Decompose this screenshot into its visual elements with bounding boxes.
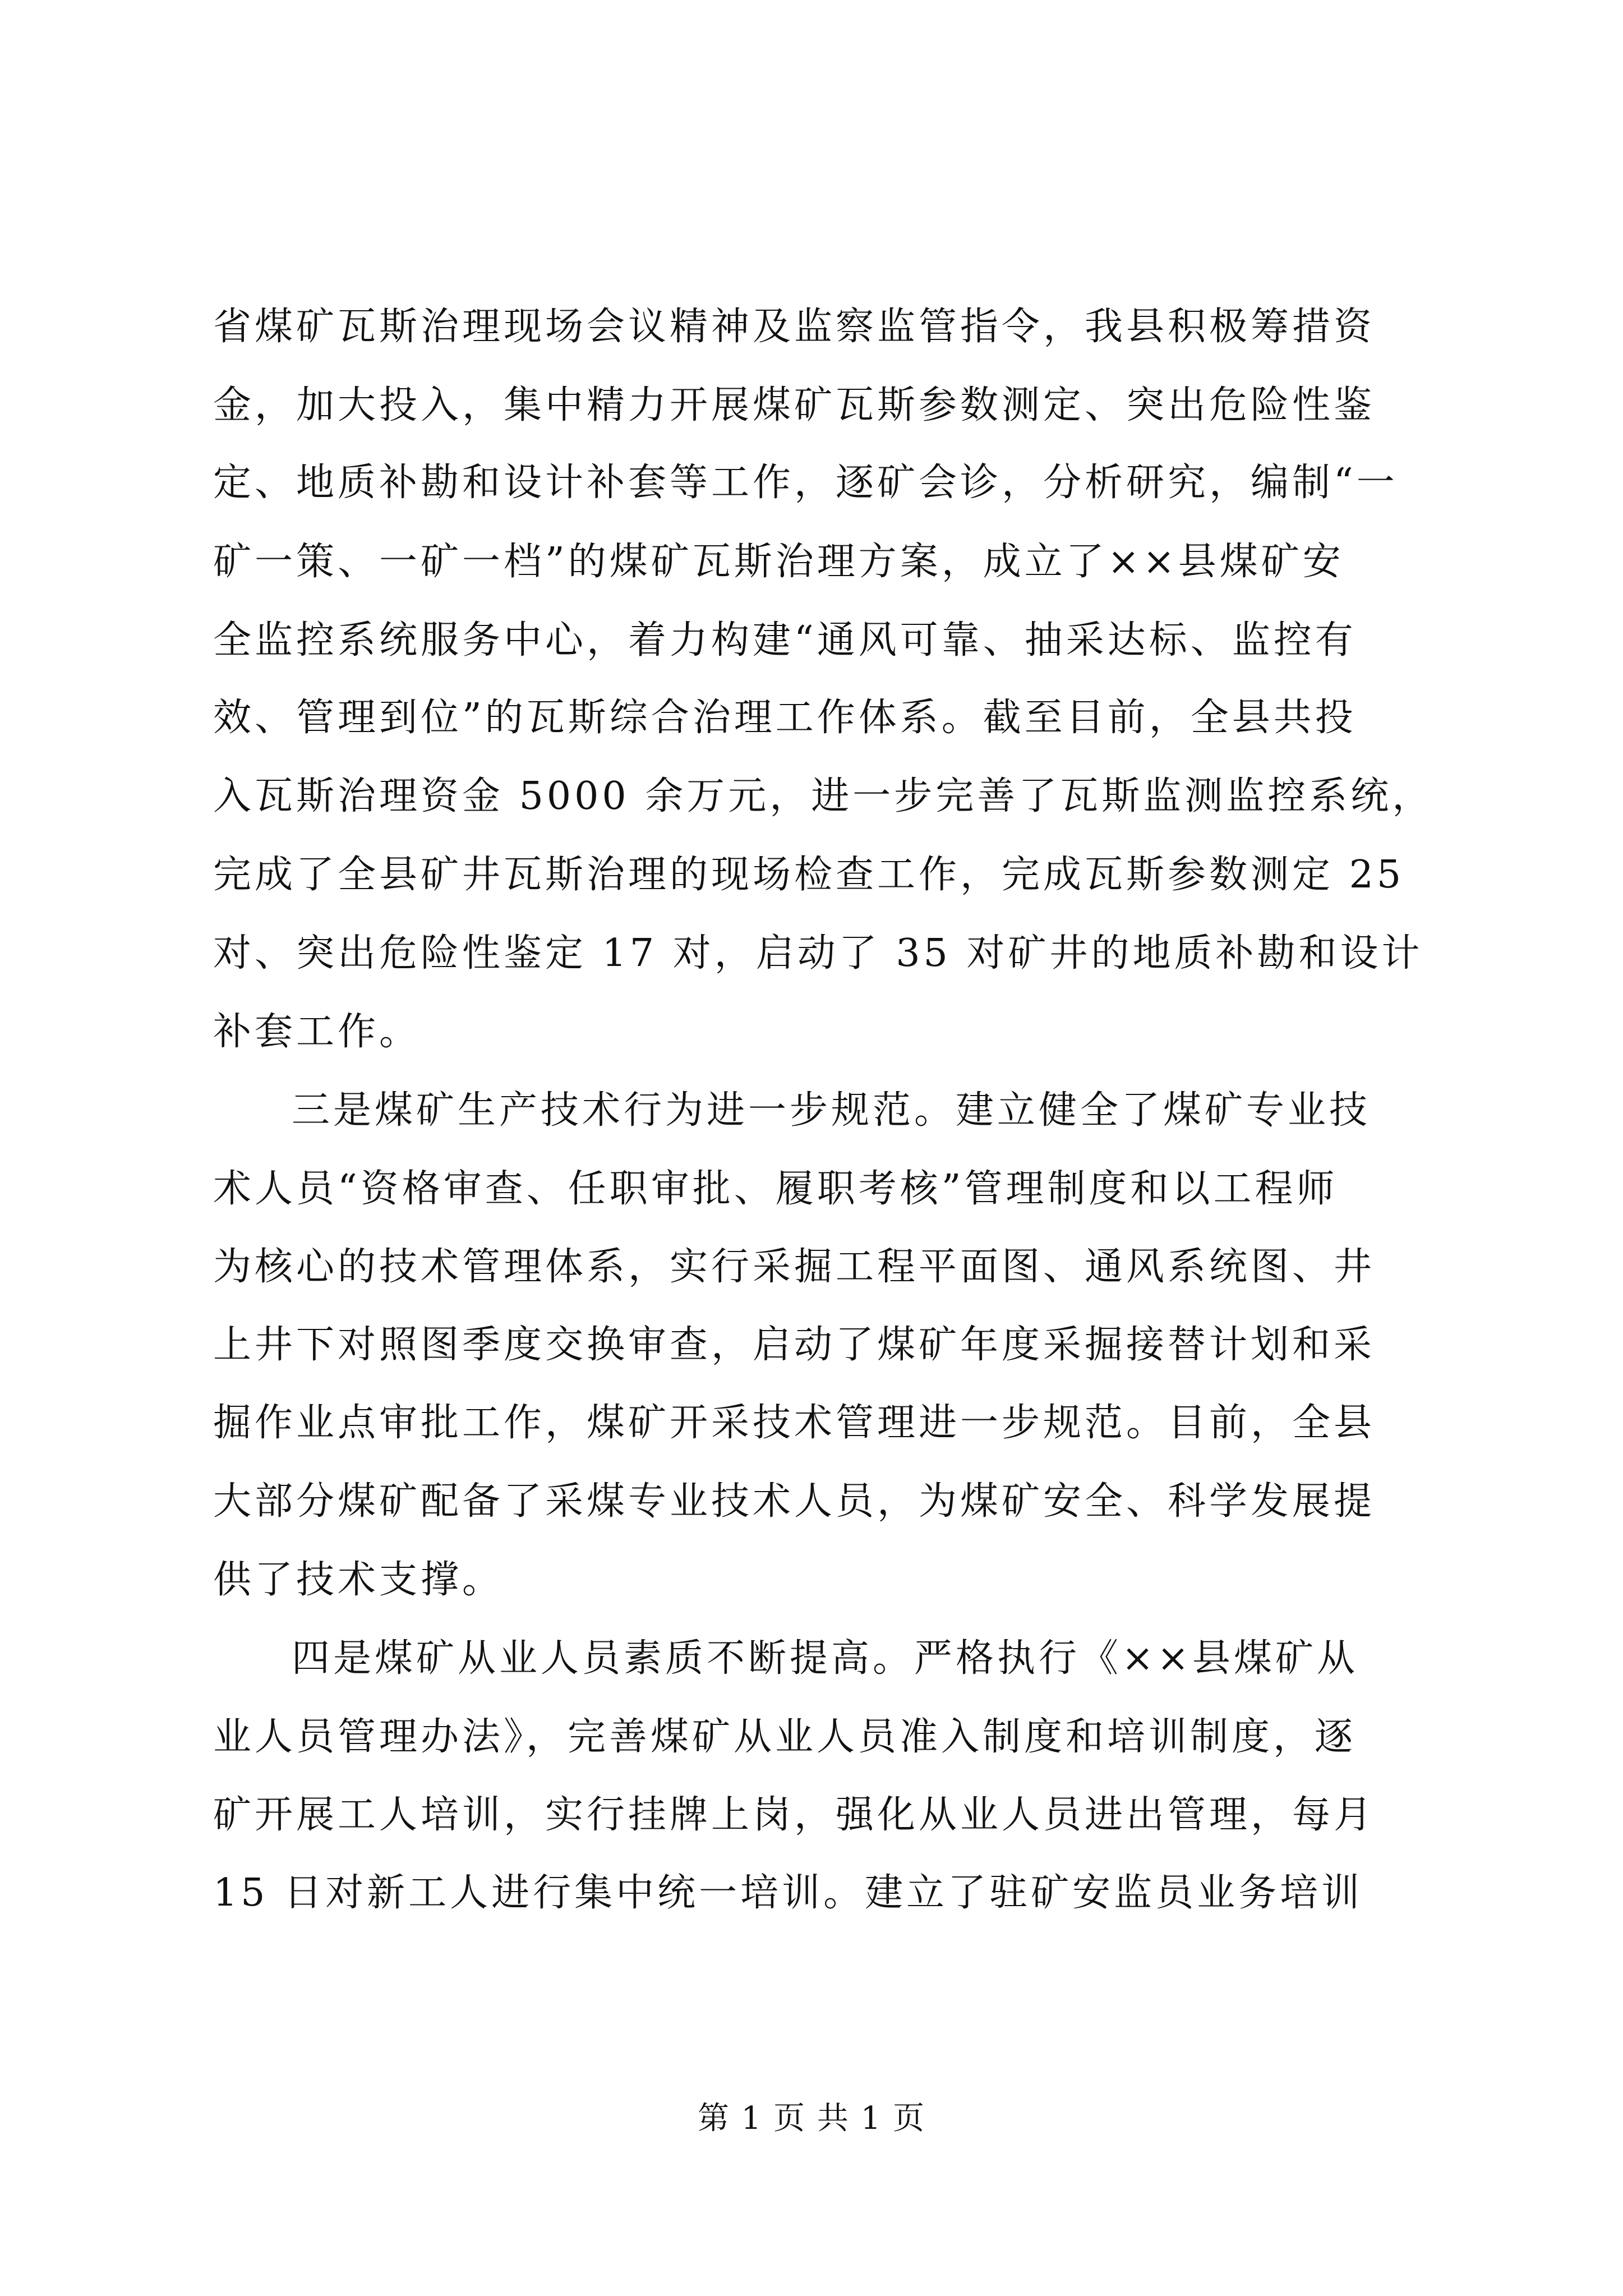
text-line: 全监控系统服务中心，着力构建“通风可靠、抽采达标、监控有: [213, 618, 1357, 662]
text-line: 为核心的技术管理体系，实行采掘工程平面图、通风系统图、井: [213, 1245, 1376, 1289]
text-line: 术人员“资格审查、任职审批、履职考核”管理制度和以工程师: [213, 1167, 1338, 1211]
page-footer: 第 1 页 共 1 页: [697, 2100, 926, 2137]
text-line: 大部分煤矿配备了采煤专业技术人员，为煤矿安全、科学发展提: [213, 1479, 1376, 1524]
text-line: 15 日对新工人进行集中统一培训。建立了驻矿安监员业务培训: [213, 1871, 1363, 1915]
text-line: 对、突出危险性鉴定 17 对，启动了 35 对矿井的地质补勘和设计: [213, 931, 1423, 976]
text-line: 矿开展工人培训，实行挂牌上岗，强化从业人员进出管理，每月: [213, 1793, 1376, 1837]
text-line: 完成了全县矿井瓦斯治理的现场检查工作，完成瓦斯参数测定 25: [213, 853, 1405, 897]
paragraph-start-line: 四是煤矿从业人员素质不断提高。严格执行《××县煤矿从: [292, 1636, 1358, 1681]
text-line: 供了技术支撑。: [213, 1558, 504, 1602]
text-line: 补套工作。: [213, 1010, 421, 1054]
text-line: 入瓦斯治理资金 5000 余万元，进一步完善了瓦斯监测监控系统，: [213, 774, 1434, 818]
text-line: 掘作业点审批工作，煤矿开采技术管理进一步规范。目前，全县: [213, 1401, 1376, 1445]
text-line: 上井下对照图季度交换审查，启动了煤矿年度采掘接替计划和采: [213, 1323, 1376, 1367]
text-line: 金，加大投入，集中精力开展煤矿瓦斯参数测定、突出危险性鉴: [213, 383, 1376, 427]
text-line: 省煤矿瓦斯治理现场会议精神及监察监管指令，我县积极筹措资: [213, 305, 1376, 349]
paragraph-start-line: 三是煤矿生产技术行为进一步规范。建立健全了煤矿专业技: [292, 1088, 1371, 1133]
text-line: 业人员管理办法》，完善煤矿从业人员准入制度和培训制度，逐: [213, 1715, 1357, 1759]
text-line: 矿一策、一矿一档”的煤矿瓦斯治理方案，成立了××县煤矿安: [213, 540, 1344, 584]
text-line: 定、地质补勘和设计补套等工作，逐矿会诊，分析研究，编制“一: [213, 461, 1398, 505]
text-line: 效、管理到位”的瓦斯综合治理工作体系。截至目前，全县共投: [213, 696, 1357, 740]
